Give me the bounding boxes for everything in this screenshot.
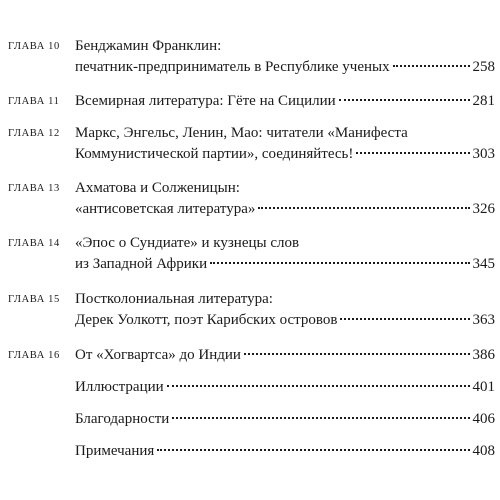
chapter-label: ГЛАВА 11 — [8, 96, 60, 107]
dot-leader — [393, 65, 470, 67]
toc-title-line: Постколониальная литература: — [75, 291, 273, 307]
toc-title-line: Маркс, Энгельс, Ленин, Мао: читатели «Манифеста — [75, 125, 408, 141]
page-number: 303 — [472, 146, 495, 162]
chapter-label: ГЛАВА 12 — [8, 128, 60, 139]
dot-leader — [258, 207, 469, 209]
toc-title-line: «Эпос о Сундиате» и кузнецы слов — [75, 235, 300, 251]
page-number: 406 — [472, 411, 495, 427]
toc-title-line: печатник-предприниматель в Республике ученых 258 — [75, 57, 495, 78]
dot-leader — [172, 417, 469, 419]
toc-title-line: Коммунистической партии», соединяйтесь! 303 — [75, 144, 495, 165]
dot-leader — [340, 318, 469, 320]
page-number: 281 — [472, 93, 495, 109]
toc-title-line: Иллюстрации 401 — [75, 377, 495, 398]
dot-leader — [167, 385, 470, 387]
toc-title-line: из Западной Африки 345 — [75, 254, 495, 275]
toc-title-line: Дерек Уолкотт, поэт Карибских островов 363 — [75, 310, 495, 331]
toc-title-line: Ахматова и Солженицын: — [75, 180, 240, 196]
toc-title-line: От «Хогвартса» до Индии 386 — [75, 345, 495, 366]
toc-title-line: Примечания 408 — [75, 441, 495, 462]
dot-leader — [244, 353, 470, 355]
toc-title-line: Бенджамин Франклин: — [75, 38, 222, 54]
toc-title-line: Всемирная литература: Гёте на Сицилии 281 — [75, 91, 495, 112]
page-number: 258 — [472, 59, 495, 75]
chapter-label: ГЛАВА 14 — [8, 238, 60, 249]
chapter-label: ГЛАВА 15 — [8, 294, 60, 305]
page-number: 386 — [472, 347, 495, 363]
dot-leader — [356, 152, 469, 154]
toc-title-line: «антисоветская литература» 326 — [75, 199, 495, 220]
page-number: 345 — [472, 256, 495, 272]
toc-title-line: Благодарности 406 — [75, 409, 495, 430]
chapter-label: ГЛАВА 16 — [8, 350, 60, 361]
chapter-label: ГЛАВА 13 — [8, 183, 60, 194]
dot-leader — [157, 449, 469, 451]
page-number: 401 — [472, 379, 495, 395]
page-number: 408 — [472, 443, 495, 459]
page-number: 363 — [472, 312, 495, 328]
dot-leader — [210, 262, 469, 264]
dot-leader — [339, 99, 470, 101]
page-number: 326 — [472, 201, 495, 217]
chapter-label: ГЛАВА 10 — [8, 41, 60, 52]
